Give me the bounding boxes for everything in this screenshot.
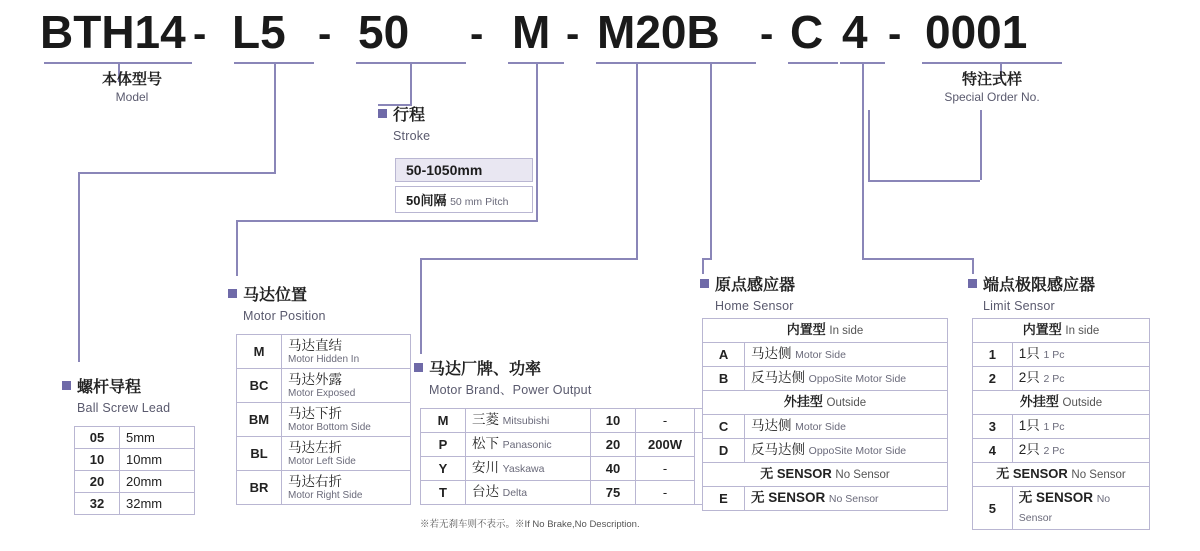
table-row — [973, 415, 1150, 439]
home-val-b — [745, 367, 948, 391]
section-special-order — [912, 68, 1072, 104]
limit-key-5: 5 — [973, 487, 1013, 530]
code-segment-motor-brand: M20B — [597, 6, 720, 58]
code-segment-limit-sensor: 4 — [842, 6, 868, 58]
stroke-title-en: Stroke — [393, 129, 431, 143]
lead-val-2: 20mm — [120, 471, 195, 493]
home-inside-cn: 内置型 — [786, 322, 826, 337]
brand-en-0: Mitsubishi — [502, 415, 550, 427]
brand-key-1: P — [421, 433, 466, 457]
motorpos-title-en: Motor Position — [243, 309, 326, 323]
section-home-sensor — [700, 276, 795, 314]
motorpos-key-2: BM — [237, 403, 282, 437]
brand-name-3 — [466, 481, 591, 505]
home-key-c: C — [703, 415, 745, 439]
table-row — [75, 449, 195, 471]
limit-key-4: 4 — [973, 439, 1013, 463]
limit-en-3: 1 Pc — [1043, 421, 1065, 433]
brand-key-2: Y — [421, 457, 466, 481]
limit-val-3 — [1012, 415, 1149, 439]
section-ball-screw-lead — [62, 378, 170, 416]
lead-title-cn: 螺杆导程 — [77, 379, 142, 396]
power-val-1: 200W — [636, 433, 695, 457]
table-row — [75, 471, 195, 493]
leader-special-h — [868, 180, 980, 182]
motorpos-en-0: Motor Hidden In — [288, 354, 360, 365]
limit-val-4 — [1012, 439, 1149, 463]
table-row — [703, 439, 948, 463]
motorpos-cn-0: 马达直结 — [288, 338, 342, 353]
leader-lead-v1 — [274, 62, 276, 172]
home-val-d — [745, 439, 948, 463]
motorpos-cn-1: 马达外露 — [288, 372, 342, 387]
motorpos-en-2: Motor Bottom Side — [288, 422, 371, 433]
brand-title — [414, 360, 592, 380]
leader-limit-v1 — [862, 62, 864, 258]
limit-outside-cn: 外挂型 — [1019, 394, 1059, 409]
brand-cn-1: 松下 — [472, 436, 499, 451]
section-stroke — [378, 106, 430, 144]
home-en-d: OppoSite Motor Side — [808, 445, 907, 457]
table-row — [421, 409, 734, 433]
underline-motor-brand — [596, 62, 756, 64]
table-row — [703, 487, 948, 511]
table-row — [973, 319, 1150, 343]
home-cn-d: 反马达侧 — [751, 442, 806, 457]
code-dash-4: - — [566, 12, 580, 56]
table-row — [703, 367, 948, 391]
home-nosensor-cn: 无 SENSOR — [760, 466, 832, 481]
leader-brand-v2 — [420, 258, 422, 354]
limit-nosensor-header — [973, 463, 1150, 487]
code-segment-model: BTH14 — [40, 6, 186, 58]
lead-key-2: 20 — [75, 471, 120, 493]
limit-outside-en: Outside — [1062, 397, 1103, 409]
home-outside-header — [703, 391, 948, 415]
limit-inside-en: In side — [1065, 325, 1100, 337]
motorpos-key-3: BL — [237, 437, 282, 471]
home-key-e: E — [703, 487, 745, 511]
lead-val-0: 5mm — [120, 427, 195, 449]
lead-key-0: 05 — [75, 427, 120, 449]
home-title-cn: 原点感应器 — [715, 277, 796, 294]
code-segment-lead: L5 — [232, 6, 286, 58]
motorpos-cn-2: 马达下折 — [288, 406, 342, 421]
home-outside-cn: 外挂型 — [783, 394, 823, 409]
motorpos-val-3 — [282, 437, 411, 471]
limit-cn-1: 1只 — [1018, 346, 1040, 361]
table-row — [75, 427, 195, 449]
motorpos-key-0: M — [237, 335, 282, 369]
motorpos-val-0 — [282, 335, 411, 369]
special-order-title-en: Special Order No. — [944, 90, 1040, 104]
table-row — [703, 415, 948, 439]
table-row — [75, 493, 195, 515]
table-row — [973, 439, 1150, 463]
brand-cn-0: 三菱 — [472, 412, 499, 427]
limit-en-5: No Sensor — [1018, 493, 1111, 524]
motorpos-cn-3: 马达左折 — [288, 440, 342, 455]
limit-sensor-table — [972, 318, 1150, 530]
limit-nosensor-en: No Sensor — [1071, 469, 1126, 481]
code-dash-6: - — [888, 12, 902, 56]
ball-screw-lead-table — [74, 426, 195, 515]
motorpos-val-2 — [282, 403, 411, 437]
bullet-icon — [378, 109, 387, 118]
limit-nosensor-cn: 无 SENSOR — [996, 466, 1068, 481]
home-en-a: Motor Side — [795, 349, 846, 361]
bullet-icon — [700, 279, 709, 288]
home-inside-header — [703, 319, 948, 343]
stroke-title — [378, 106, 430, 126]
table-row — [703, 463, 948, 487]
code-segment-stroke: 50 — [358, 6, 410, 58]
leader-motorpos-v1 — [536, 62, 538, 220]
brand-en-3: Delta — [502, 487, 528, 499]
special-order-title-cn: 特注式样 — [961, 71, 1022, 88]
home-val-a — [745, 343, 948, 367]
motorpos-val-4 — [282, 471, 411, 505]
brand-name-1 — [466, 433, 591, 457]
brand-title-cn: 马达厂牌、功率 — [429, 361, 542, 378]
motorpos-key-1: BC — [237, 369, 282, 403]
leader-special-v2 — [868, 110, 870, 180]
brand-en-1: Panasonic — [502, 439, 552, 451]
stroke-pitch — [395, 186, 533, 213]
home-nosensor-header — [703, 463, 948, 487]
home-cn-e: 无 SENSOR — [751, 490, 826, 505]
lead-key-3: 32 — [75, 493, 120, 515]
home-nosensor-en: No Sensor — [835, 469, 890, 481]
section-motor-position — [228, 286, 326, 324]
table-row — [421, 481, 734, 505]
table-row — [973, 343, 1150, 367]
limit-en-2: 2 Pc — [1043, 373, 1065, 385]
lead-val-3: 32mm — [120, 493, 195, 515]
limit-inside-header — [973, 319, 1150, 343]
leader-home-v1 — [710, 62, 712, 258]
leader-brand-h — [420, 258, 638, 260]
table-row — [421, 457, 734, 481]
power-val-0: - — [636, 409, 695, 433]
leader-lead-v2 — [78, 172, 80, 362]
model-code-line — [0, 4, 1200, 64]
code-segment-special: 0001 — [925, 6, 1028, 58]
motorpos-en-4: Motor Right Side — [288, 490, 363, 501]
limit-key-2: 2 — [973, 367, 1013, 391]
table-row — [973, 463, 1150, 487]
lead-val-1: 10mm — [120, 449, 195, 471]
limit-title-en: Limit Sensor — [983, 299, 1055, 313]
home-cn-a: 马达侧 — [751, 346, 792, 361]
table-row — [973, 367, 1150, 391]
limit-title-cn: 端点极限感应器 — [983, 277, 1096, 294]
power-key-1: 20 — [591, 433, 636, 457]
motorpos-cn-4: 马达右折 — [288, 474, 342, 489]
home-outside-en: Outside — [826, 397, 867, 409]
brand-cn-2: 安川 — [472, 460, 499, 475]
leader-brand-v1 — [636, 62, 638, 258]
power-key-0: 10 — [591, 409, 636, 433]
home-en-b: OppoSite Motor Side — [808, 373, 907, 385]
limit-inside-cn: 内置型 — [1022, 322, 1062, 337]
leader-stroke — [410, 62, 412, 104]
limit-key-1: 1 — [973, 343, 1013, 367]
stroke-title-cn: 行程 — [393, 107, 426, 124]
brand-key-3: T — [421, 481, 466, 505]
home-title — [700, 276, 795, 296]
table-row — [703, 343, 948, 367]
limit-key-3: 3 — [973, 415, 1013, 439]
lead-title — [62, 378, 170, 398]
bullet-icon — [414, 363, 423, 372]
section-limit-sensor — [968, 276, 1095, 314]
home-val-e — [745, 487, 948, 511]
home-cn-b: 反马达侧 — [751, 370, 806, 385]
brand-name-0 — [466, 409, 591, 433]
limit-outside-header — [973, 391, 1150, 415]
leader-motorpos-h — [236, 220, 538, 222]
code-segment-home-sensor: C — [790, 6, 824, 58]
home-sensor-table — [702, 318, 948, 511]
section-motor-brand — [414, 360, 592, 398]
model-title-cn: 本体型号 — [101, 71, 162, 88]
motor-position-table — [236, 334, 411, 505]
motorpos-title-cn: 马达位置 — [243, 287, 308, 304]
power-val-3: - — [636, 481, 695, 505]
bullet-icon — [968, 279, 977, 288]
limit-cn-3: 1只 — [1018, 418, 1040, 433]
limit-cn-2: 2只 — [1018, 370, 1040, 385]
bullet-icon — [228, 289, 237, 298]
brand-cn-3: 台达 — [472, 484, 499, 499]
home-en-e: No Sensor — [828, 493, 879, 505]
limit-val-2 — [1012, 367, 1149, 391]
stroke-range: 50-1050mm — [395, 158, 533, 182]
motor-brand-note: ※若无刹车则不表示。※If No Brake,No Description. — [420, 519, 640, 530]
home-key-d: D — [703, 439, 745, 463]
leader-limit-v2 — [972, 258, 974, 274]
code-dash-3: - — [470, 12, 484, 56]
home-title-en: Home Sensor — [715, 299, 794, 313]
table-row — [703, 319, 948, 343]
underline-special — [922, 62, 1062, 64]
limit-title — [968, 276, 1095, 296]
table-row — [703, 391, 948, 415]
code-dash-5: - — [760, 12, 774, 56]
lead-title-en: Ball Screw Lead — [77, 401, 171, 415]
brand-en-2: Yaskawa — [502, 463, 545, 475]
limit-val-5 — [1012, 487, 1149, 530]
home-inside-en: In side — [829, 325, 864, 337]
code-dash-1: - — [193, 12, 207, 56]
bullet-icon — [62, 381, 71, 390]
brand-name-2 — [466, 457, 591, 481]
table-row — [237, 437, 411, 471]
motorpos-title — [228, 286, 326, 306]
limit-cn-4: 2只 — [1018, 442, 1040, 457]
motorpos-key-4: BR — [237, 471, 282, 505]
motorpos-en-1: Motor Exposed — [288, 388, 356, 399]
code-dash-2: - — [318, 12, 332, 56]
lead-key-1: 10 — [75, 449, 120, 471]
home-en-c: Motor Side — [795, 421, 846, 433]
table-row — [237, 471, 411, 505]
power-key-2: 40 — [591, 457, 636, 481]
leader-home-v2 — [702, 258, 704, 274]
brand-key-0: M — [421, 409, 466, 433]
stroke-pitch-cn: 50间隔 — [406, 193, 447, 208]
limit-val-1 — [1012, 343, 1149, 367]
home-cn-c: 马达侧 — [751, 418, 792, 433]
leader-limit-h2 — [862, 258, 974, 260]
motorpos-en-3: Motor Left Side — [288, 456, 356, 467]
limit-en-4: 2 Pc — [1043, 445, 1065, 457]
brand-title-en: Motor Brand、Power Output — [429, 383, 592, 397]
home-key-b: B — [703, 367, 745, 391]
leader-motorpos-v2 — [236, 220, 238, 276]
table-row — [421, 433, 734, 457]
limit-cn-5: 无 SENSOR — [1018, 490, 1094, 505]
motor-brand-table — [420, 408, 734, 505]
motorpos-val-1 — [282, 369, 411, 403]
underline-home-sensor — [788, 62, 838, 64]
limit-en-1: 1 Pc — [1043, 349, 1065, 361]
table-row — [973, 391, 1150, 415]
home-key-a: A — [703, 343, 745, 367]
table-row — [237, 335, 411, 369]
stroke-pitch-en: 50 mm Pitch — [450, 196, 509, 208]
code-segment-motor-pos: M — [512, 6, 551, 58]
table-row — [237, 403, 411, 437]
power-key-3: 75 — [591, 481, 636, 505]
table-row — [973, 487, 1150, 530]
leader-lead-h — [78, 172, 276, 174]
home-val-c — [745, 415, 948, 439]
model-title-en: Model — [115, 90, 149, 104]
table-row — [237, 369, 411, 403]
section-model — [62, 68, 202, 104]
power-val-2: - — [636, 457, 695, 481]
leader-special-v3 — [980, 110, 982, 180]
